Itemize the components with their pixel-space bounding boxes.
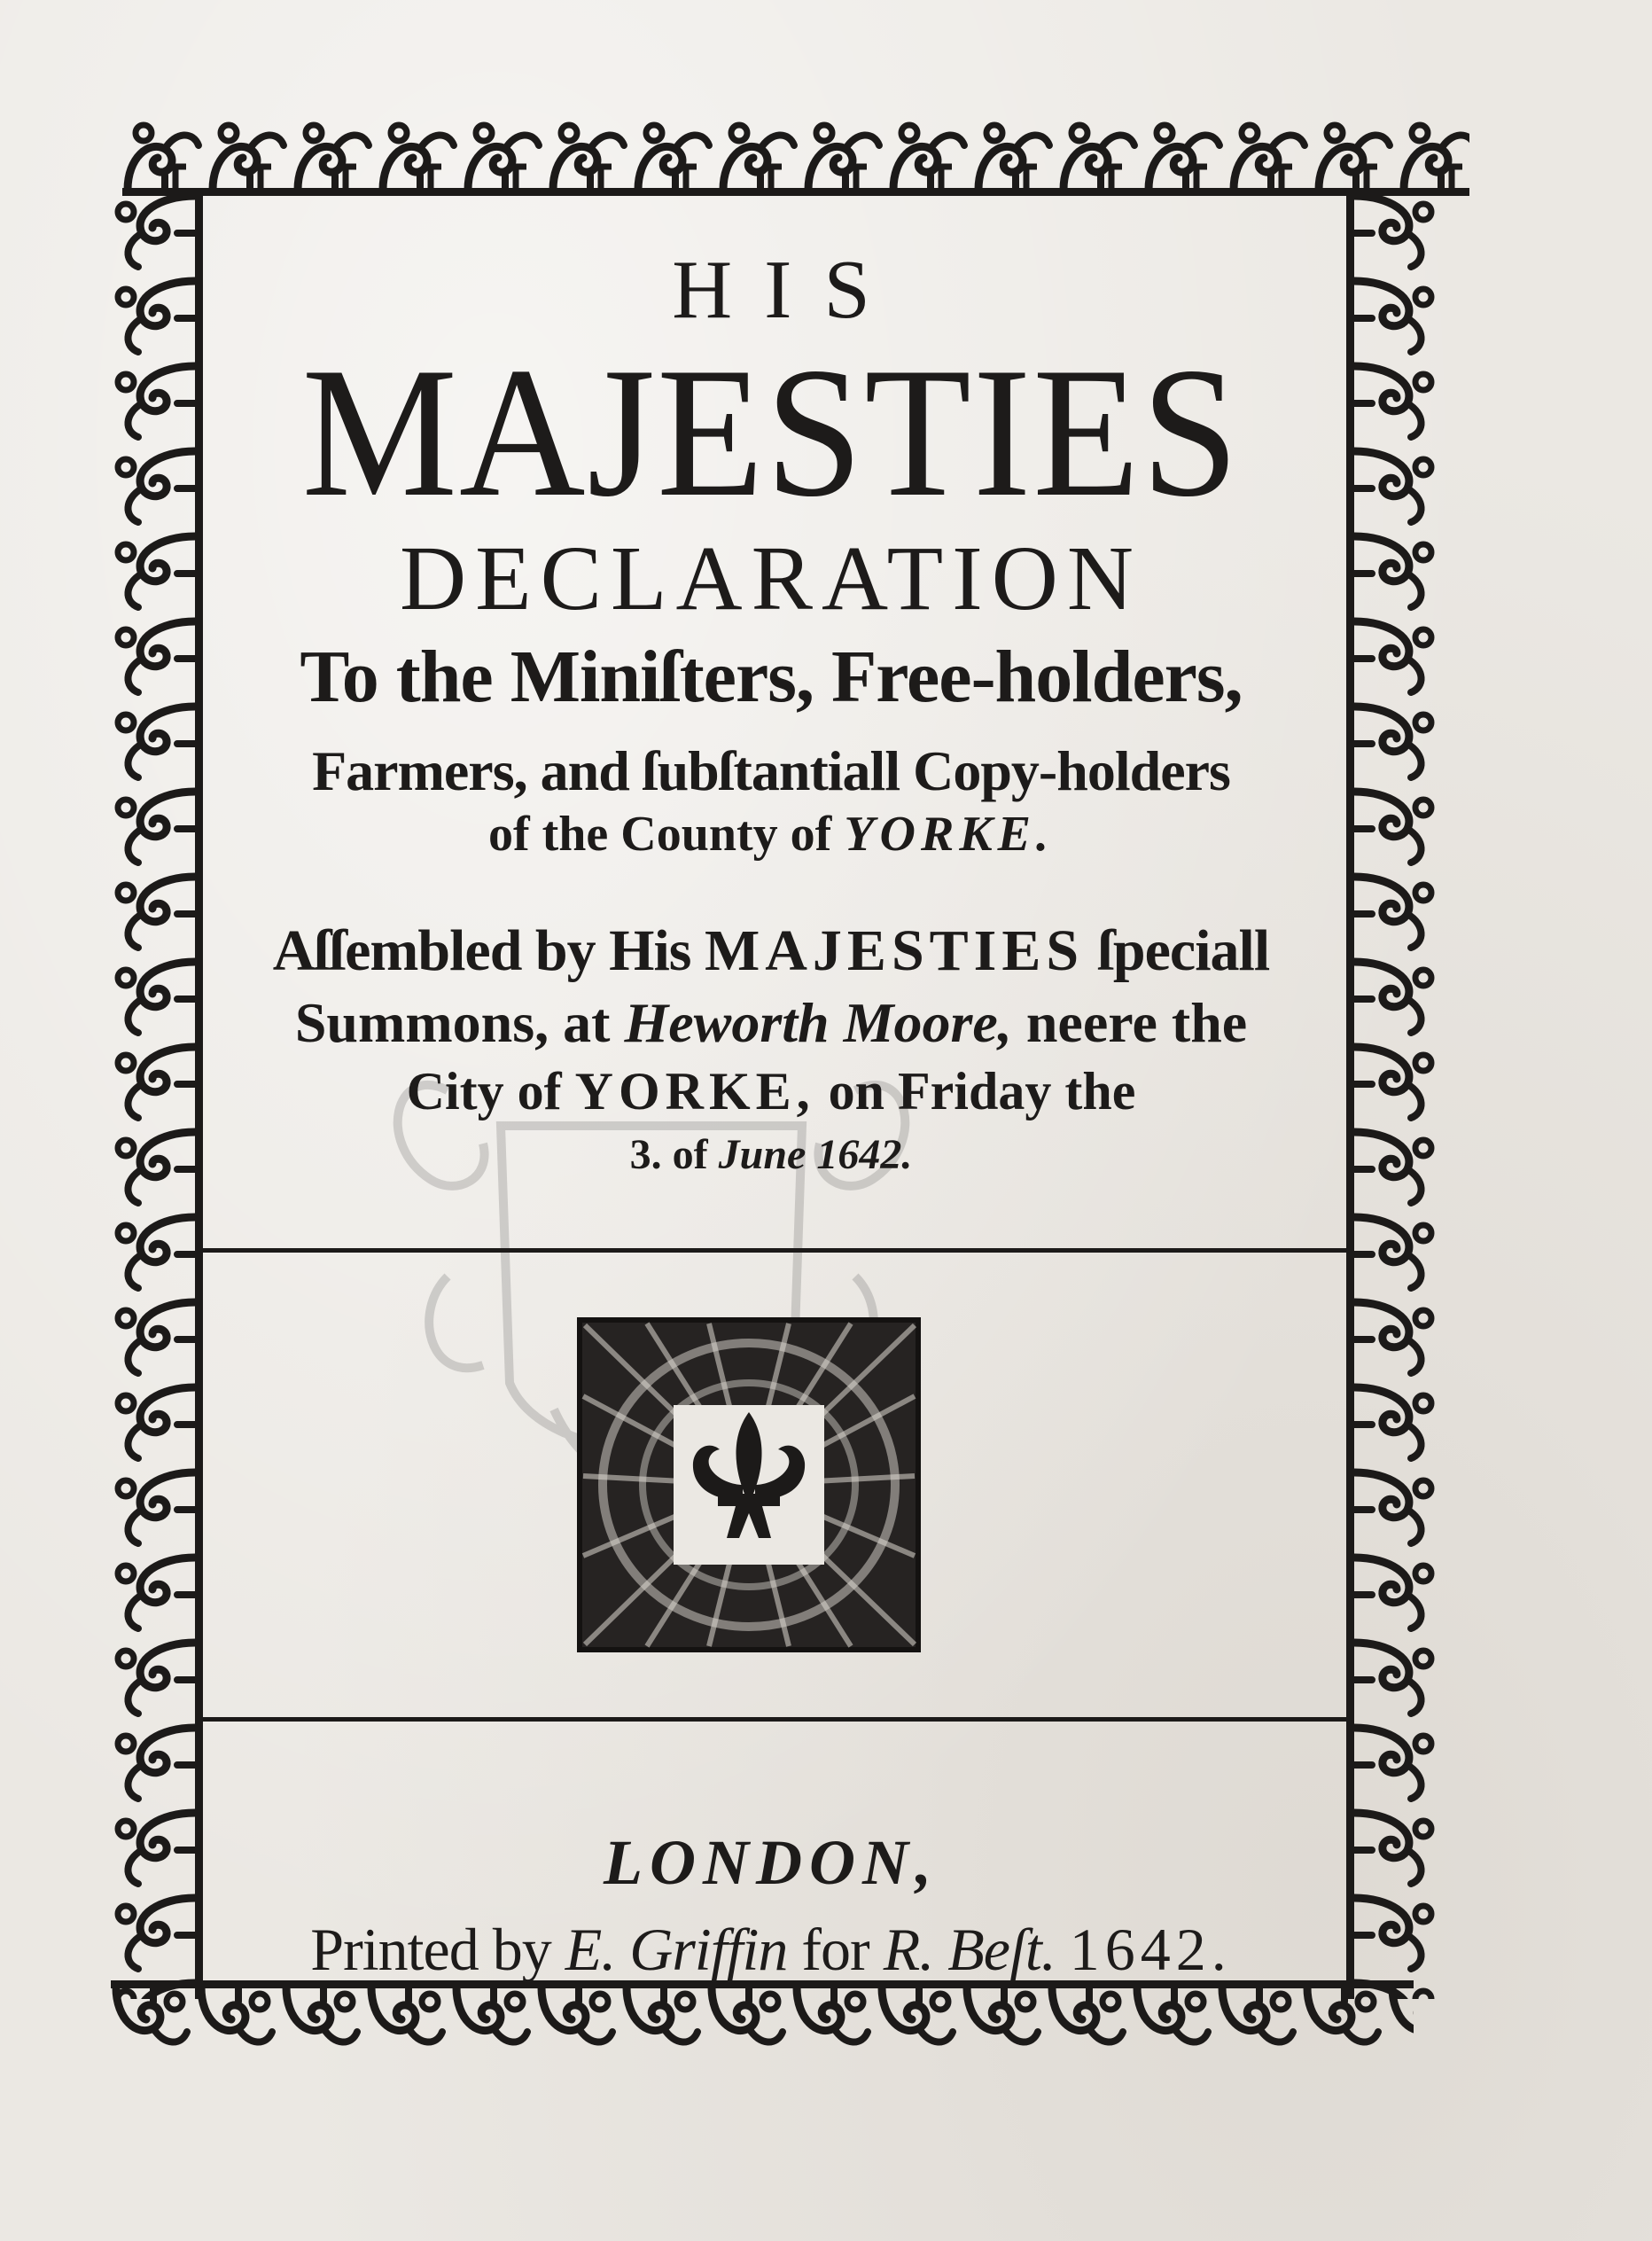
- date-prefix: 3. of: [629, 1131, 708, 1178]
- summons-line: [195, 990, 1347, 1056]
- title-line-majesties: MAJESTIES: [301, 330, 1241, 535]
- date-year: 1642.: [816, 1131, 913, 1178]
- date-month: June: [718, 1131, 807, 1178]
- imprint-line: [195, 1915, 1347, 1985]
- imprint-year: 1642.: [1069, 1916, 1232, 1983]
- city-line: [195, 1061, 1347, 1122]
- date-line: [195, 1130, 1347, 1179]
- summons-place: Heworth Moore,: [624, 991, 1012, 1054]
- city-suffix: on Friday the: [828, 1062, 1136, 1120]
- subtitle-line-ministers: To the Miniſters, Free-holders,: [300, 636, 1243, 718]
- subtitle-line-farmers: Farmers, and ſubſtantiall Copy-holders: [312, 739, 1230, 802]
- county-prefix: of the County of: [487, 807, 832, 862]
- imprint-city: LONDON,: [604, 1827, 939, 1898]
- bottom-border-ornament: [111, 1975, 1414, 2059]
- title-line-his: HIS: [672, 244, 902, 336]
- summons-suffix: neere the: [1025, 991, 1248, 1054]
- fleur-de-lis-icon: [576, 1316, 922, 1653]
- imprint-prefix: Printed by: [310, 1916, 551, 1983]
- county-name: YORKE.: [844, 807, 1055, 862]
- assembled-prefix: Aſſembled by His: [272, 918, 691, 983]
- assembled-line: [195, 917, 1347, 985]
- assembled-majesties: MAJESTIES: [704, 918, 1085, 983]
- city-name: YORKE,: [574, 1062, 815, 1120]
- upper-rule: [199, 1248, 1347, 1253]
- subtitle-line-county: [195, 806, 1347, 863]
- imprint-seller: R. Beſt.: [883, 1916, 1056, 1983]
- right-border-ornament: [1338, 191, 1443, 1999]
- city-prefix: City of: [406, 1062, 562, 1120]
- imprint-mid: for: [801, 1916, 869, 1983]
- title-page-content: [195, 199, 1347, 1981]
- assembled-suffix: ſpeciall: [1097, 918, 1270, 983]
- imprint-printer: E. Griffin: [565, 1916, 788, 1983]
- lower-rule: [199, 1717, 1347, 1722]
- summons-prefix: Summons, at: [294, 991, 611, 1054]
- title-line-declaration: DECLARATION: [400, 527, 1142, 629]
- top-border-ornament: [122, 113, 1469, 207]
